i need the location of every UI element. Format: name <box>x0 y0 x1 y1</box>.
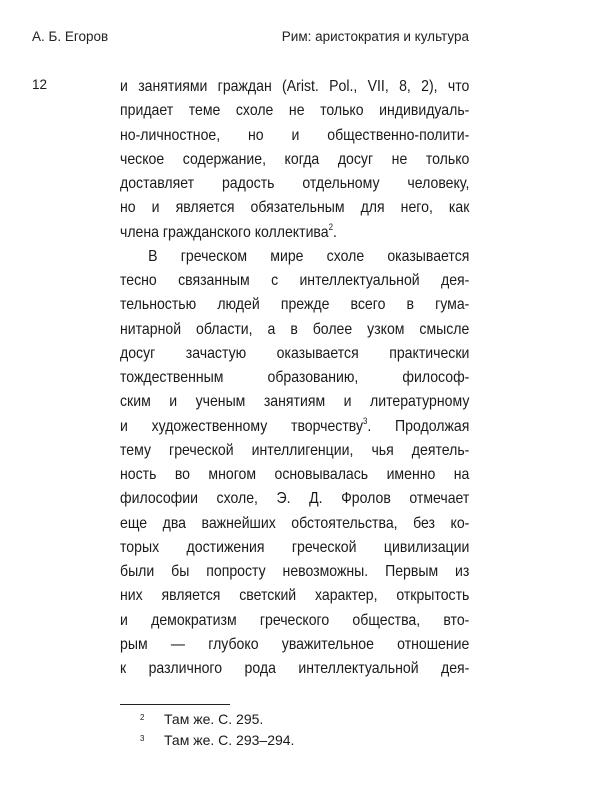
text-line: торых достижения греческой цивилизации <box>120 538 470 556</box>
text-line: тесно связанным с интеллектуальной дея- <box>120 272 470 289</box>
footnote-number: 3 <box>140 734 145 743</box>
text-line: еще два важнейших обстоятельства, без ко- <box>120 514 470 532</box>
text-line: В греческом мире схоле оказывается <box>148 247 470 265</box>
text-line-part: . <box>333 223 337 241</box>
footnote-text: Там же. С. 293–294. <box>164 732 295 748</box>
text-line <box>120 415 469 439</box>
text-line: ским и ученым занятиям и литературному <box>120 393 470 411</box>
text-line-part: . Продолжая <box>367 417 470 435</box>
footnote-text: Там же. С. 295. <box>164 711 264 727</box>
text-line: ческое содержание, когда досуг не только <box>120 150 470 168</box>
footnote <box>140 732 294 748</box>
text-line: и занятиями граждан (Arist. Pol., VII, 8, 2), что <box>120 78 470 95</box>
text-line: философии схоле, Э. Д. Фролов отмечает <box>120 490 470 508</box>
text-line: тему греческой интеллигенции, чья деятель- <box>120 441 470 459</box>
footnote-separator <box>120 704 230 705</box>
text-line: придает теме схоле не только индивидуаль- <box>120 102 470 120</box>
running-header-author: А. Б. Егоров <box>32 29 109 44</box>
text-line: досуг зачастую оказывается практически <box>120 344 470 362</box>
text-line-part: члена гражданского коллектива <box>120 223 329 241</box>
text-line: тельностью людей прежде всего в гума- <box>120 296 470 314</box>
running-header-title: Рим: аристократия и культура <box>281 29 469 44</box>
text-line: и демократизм греческого общества, вто- <box>120 611 470 629</box>
footnote <box>140 711 263 727</box>
text-line: к различного рода интеллектуальной дея- <box>120 660 470 677</box>
text-line: но-личностное, но и общественно-полити- <box>120 126 470 144</box>
text-line: тождественным образованию, философ- <box>120 369 470 386</box>
body-text <box>120 75 469 681</box>
footnote-number: 2 <box>140 713 145 722</box>
page-number: 12 <box>32 77 48 92</box>
footnote-ref[interactable]: 2 <box>328 221 334 232</box>
text-line: были бы попросту невозможны. Первым из <box>120 563 470 580</box>
text-line: нитарной области, а в более узком смысле <box>120 320 470 338</box>
text-line-part: и художественному творчеству <box>120 417 363 435</box>
footnote-ref[interactable]: 3 <box>362 415 368 426</box>
text-line: ность во многом основывалась именно на <box>120 466 470 483</box>
text-line: рым — глубоко уважительное отношение <box>120 635 470 653</box>
text-line: но и является обязательным для него, как <box>120 199 470 217</box>
text-line: доставляет радость отдельному человеку, <box>120 175 470 192</box>
text-line <box>120 221 469 245</box>
text-line: них является светский характер, открытость <box>120 587 470 605</box>
